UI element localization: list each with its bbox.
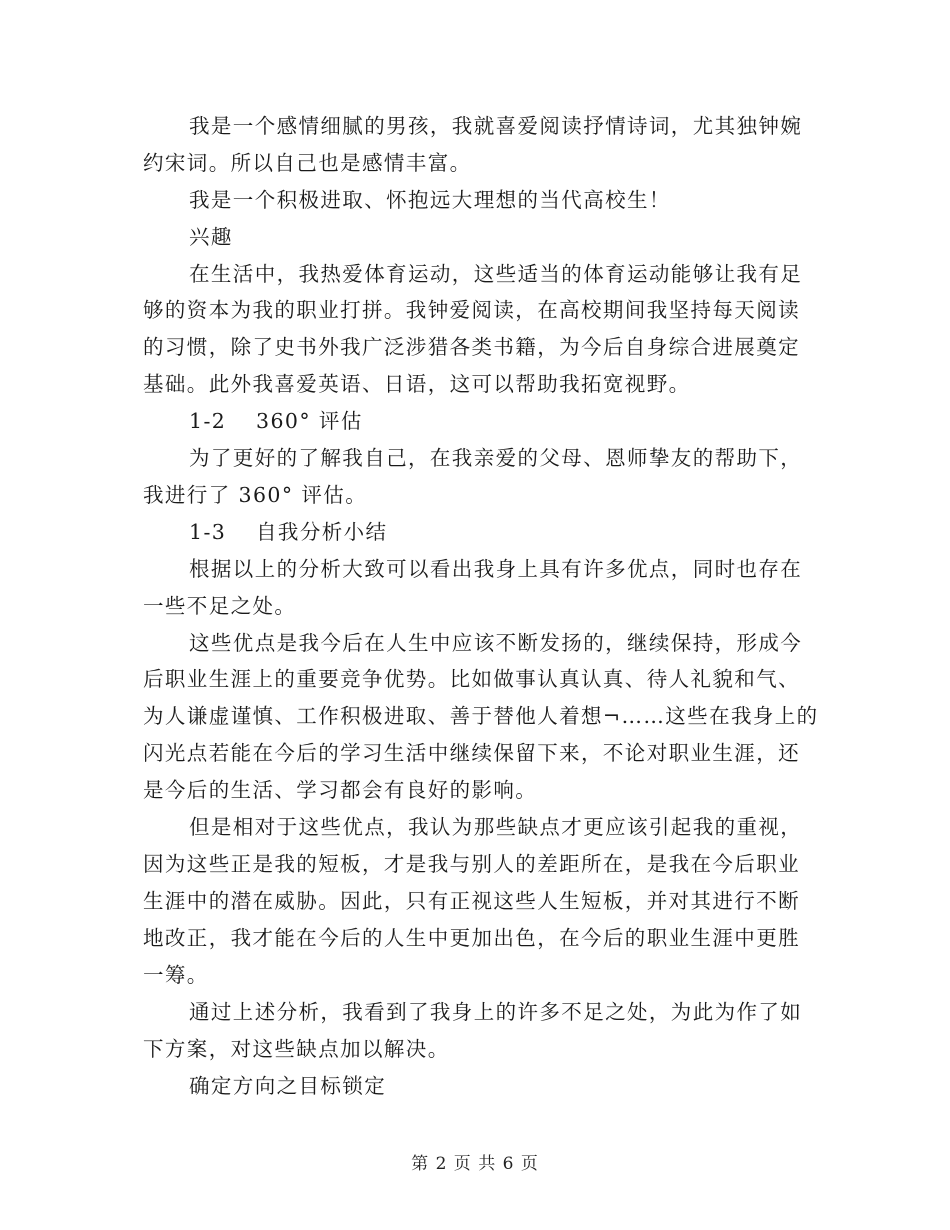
text-line: 我进行了 360° 评估。	[143, 483, 368, 507]
text-line: 为人谦虚谨慎、工作积极进取、善于替他人着想¬……这些在我身上的	[143, 704, 819, 728]
text-line: 通过上述分析，我看到了我身上的许多不足之处，为此为作了如	[189, 1000, 803, 1024]
section-heading: 兴趣	[189, 225, 233, 249]
text-line: 这些优点是我今后在人生中应该不断发扬的，继续保持，形成今	[189, 631, 803, 655]
text-line: 基础。此外我喜爱英语、日语，这可以帮助我拓宽视野。	[143, 372, 691, 396]
section-heading: 1-3 自我分析小结	[189, 520, 388, 544]
text-line: 生涯中的潜在威胁。因此，只有正视这些人生短板，并对其进行不断	[143, 889, 800, 913]
text-line: 是今后的生活、学习都会有良好的影响。	[143, 778, 538, 802]
text-line: 我是一个感情细腻的男孩，我就喜爱阅读抒情诗词，尤其独钟婉	[189, 114, 803, 138]
text-line: 为了更好的了解我自己，在我亲爱的父母、恩师挚友的帮助下，	[189, 446, 803, 470]
text-line: 根据以上的分析大致可以看出我身上具有许多优点，同时也存在	[189, 557, 803, 581]
section-heading: 确定方向之目标锁定	[189, 1074, 387, 1098]
text-line: 闪光点若能在今后的学习生活中继续保留下来，不论对职业生涯，还	[143, 741, 800, 765]
text-line: 但是相对于这些优点，我认为那些缺点才更应该引起我的重视，	[189, 815, 803, 839]
page-footer	[0, 1153, 950, 1175]
text-line: 地改正，我才能在今后的人生中更加出色，在今后的职业生涯中更胜	[143, 926, 800, 950]
text-line: 因为这些正是我的短板，才是我与别人的差距所在，是我在今后职业	[143, 852, 800, 876]
text-line: 够的资本为我的职业打拼。我钟爱阅读，在高校期间我坚持每天阅读	[143, 298, 800, 322]
page-number: 第 2 页 共 6 页	[411, 1154, 539, 1174]
text-line: 后职业生涯上的重要竞争优势。比如做事认真认真、待人礼貌和气、	[143, 667, 800, 691]
text-line: 在生活中，我热爱体育运动，这些适当的体育运动能够让我有足	[189, 262, 803, 286]
text-line: 约宋词。所以自己也是感情丰富。	[143, 151, 472, 175]
text-line: 一筹。	[143, 963, 209, 987]
text-line: 的习惯，除了史书外我广泛涉猎各类书籍，为今后自身综合进展奠定	[143, 335, 800, 359]
text-line: 下方案，对这些缺点加以解决。	[143, 1037, 450, 1061]
text-line: 我是一个积极进取、怀抱远大理想的当代高校生！	[189, 188, 671, 212]
text-line: 一些不足之处。	[143, 594, 297, 618]
section-heading: 1-2 360° 评估	[189, 409, 363, 433]
